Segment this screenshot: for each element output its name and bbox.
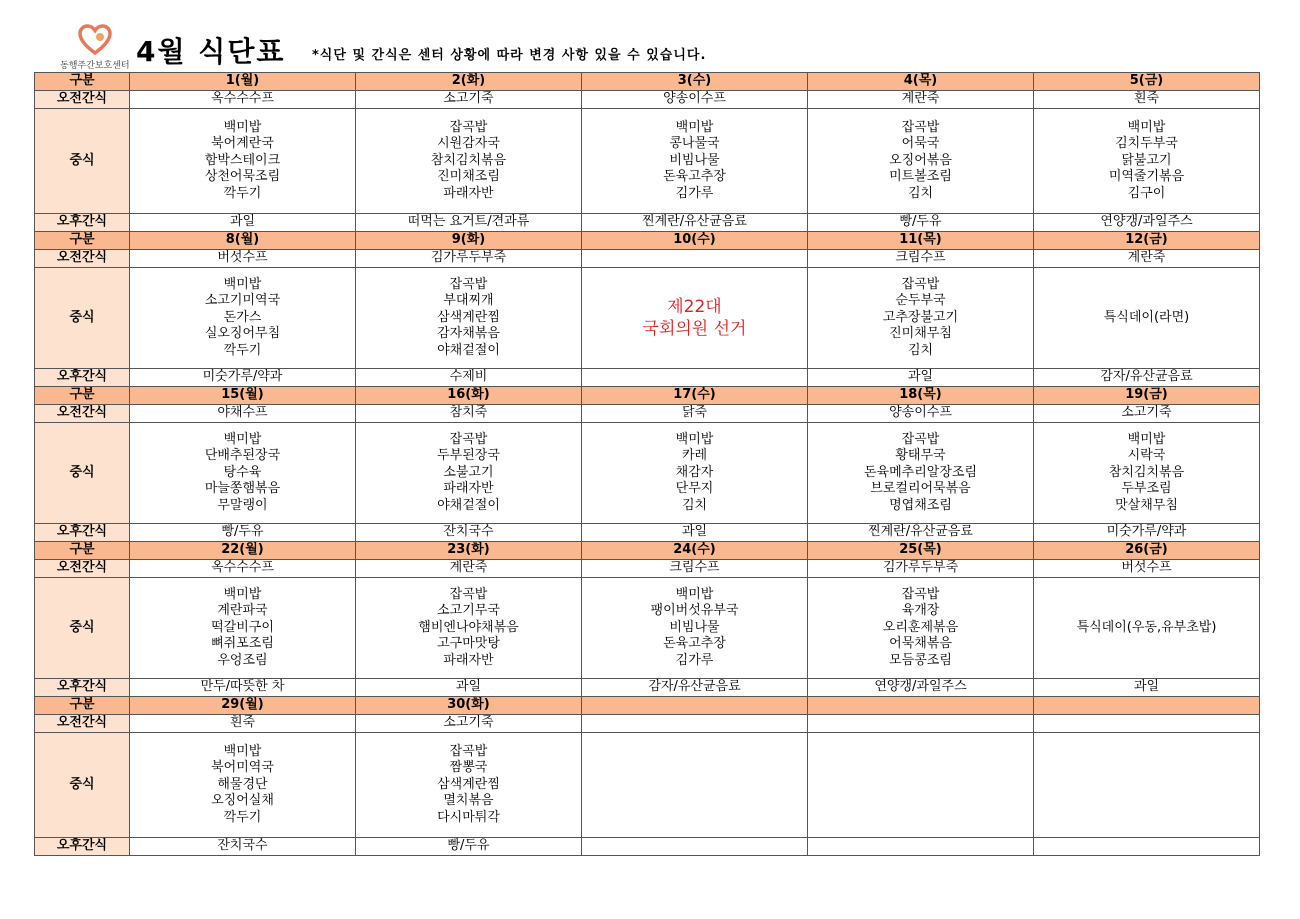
menu-item: 북어계란국 bbox=[211, 136, 274, 152]
pm-snack-cell: 빵/두유 bbox=[130, 524, 356, 542]
lunch-cell bbox=[130, 733, 356, 838]
lunch-cell bbox=[582, 423, 808, 524]
menu-item: 파래자반 bbox=[443, 652, 494, 668]
holiday-note: 국회의원 선거 bbox=[642, 319, 747, 339]
menu-item: 햄비엔나야채볶음 bbox=[418, 619, 519, 635]
pm-snack-cell: 연양갱/과일주스 bbox=[808, 679, 1034, 697]
pm-snack-cell: 과일 bbox=[356, 679, 582, 697]
day-header: 2(화) bbox=[356, 73, 582, 91]
lunch-cell bbox=[808, 109, 1034, 214]
pm-snack-cell: 연양갱/과일주스 bbox=[1034, 214, 1260, 232]
day-header bbox=[1034, 697, 1260, 715]
menu-item: 김치 bbox=[907, 185, 934, 201]
lunch-cell bbox=[130, 109, 356, 214]
menu-item: 소불고기 bbox=[443, 464, 494, 480]
am-snack-cell bbox=[1034, 715, 1260, 733]
holiday-note: 제22대 bbox=[667, 297, 722, 317]
pm-snack-cell bbox=[582, 369, 808, 387]
lunch-label: 중식 bbox=[35, 423, 130, 524]
am-snack-label: 오전간식 bbox=[35, 560, 130, 578]
day-header: 18(목) bbox=[808, 387, 1034, 405]
menu-item: 고추장불고기 bbox=[882, 309, 959, 325]
am-snack-cell: 옥수수수프 bbox=[130, 560, 356, 578]
pm-snack-cell: 과일 bbox=[1034, 679, 1260, 697]
am-snack-cell: 계란죽 bbox=[808, 91, 1034, 109]
am-snack-cell: 크림수프 bbox=[582, 560, 808, 578]
menu-item: 진미채조림 bbox=[437, 169, 500, 185]
menu-item: 떡갈비구이 bbox=[211, 619, 274, 635]
menu-item: 오징어볶음 bbox=[889, 152, 952, 168]
pm-snack-cell: 빵/두유 bbox=[808, 214, 1034, 232]
pm-snack-cell: 찐계란/유산균음료 bbox=[808, 524, 1034, 542]
day-header: 22(월) bbox=[130, 542, 356, 560]
menu-item: 무말랭이 bbox=[217, 497, 268, 513]
menu-item: 소고기미역국 bbox=[204, 293, 281, 309]
menu-item: 두부된장국 bbox=[437, 448, 500, 464]
menu-item: 야채겉절이 bbox=[437, 342, 500, 358]
menu-item: 북어미역국 bbox=[211, 760, 274, 776]
am-snack-cell: 크림수프 bbox=[808, 250, 1034, 268]
menu-item: 김치두부국 bbox=[1115, 136, 1178, 152]
week-header-row bbox=[35, 387, 1260, 405]
day-header: 15(월) bbox=[130, 387, 356, 405]
menu-item: 팽이버섯유부국 bbox=[650, 603, 739, 619]
menu-item: 잡곡밥 bbox=[449, 431, 488, 447]
menu-item: 감자채볶음 bbox=[437, 326, 500, 342]
am-snack-cell: 양송이수프 bbox=[808, 405, 1034, 423]
menu-item: 고구마맛탕 bbox=[437, 636, 500, 652]
menu-item: 야채겉절이 bbox=[437, 497, 500, 513]
menu-item: 백미밥 bbox=[675, 119, 714, 135]
week-header-row bbox=[35, 232, 1260, 250]
menu-item: 두부조림 bbox=[1121, 481, 1172, 497]
menu-item: 잡곡밥 bbox=[449, 119, 488, 135]
lunch-cell bbox=[356, 423, 582, 524]
pm-snack-cell: 감자/유산균음료 bbox=[582, 679, 808, 697]
category-label: 구분 bbox=[35, 542, 130, 560]
pm-snack-cell: 잔치국수 bbox=[356, 524, 582, 542]
am-snack-cell: 닭죽 bbox=[582, 405, 808, 423]
day-header: 4(목) bbox=[808, 73, 1034, 91]
menu-item: 백미밥 bbox=[675, 431, 714, 447]
lunch-row bbox=[35, 109, 1260, 214]
menu-item: 잡곡밥 bbox=[449, 743, 488, 759]
week-header-row bbox=[35, 73, 1260, 91]
pm-snack-row bbox=[35, 524, 1260, 542]
lunch-cell bbox=[808, 423, 1034, 524]
menu-item: 참치김치볶음 bbox=[1108, 464, 1185, 480]
page-title: 4월 식단표 bbox=[136, 35, 286, 68]
lunch-cell bbox=[582, 578, 808, 679]
menu-item: 오리훈제볶음 bbox=[882, 619, 959, 635]
menu-item: 해물경단 bbox=[217, 776, 268, 792]
menu-item: 돈육고추장 bbox=[663, 636, 726, 652]
menu-item: 김치 bbox=[907, 342, 934, 358]
pm-snack-cell: 빵/두유 bbox=[356, 838, 582, 856]
lunch-cell bbox=[808, 268, 1034, 369]
am-snack-cell: 흰죽 bbox=[130, 715, 356, 733]
am-snack-cell bbox=[582, 715, 808, 733]
menu-item: 김치 bbox=[681, 497, 708, 513]
lunch-cell bbox=[356, 109, 582, 214]
menu-item: 채감자 bbox=[675, 464, 714, 480]
lunch-cell bbox=[356, 733, 582, 838]
menu-item: 멸치볶음 bbox=[443, 793, 494, 809]
menu-item: 김가루 bbox=[675, 185, 714, 201]
menu-item: 오징어실채 bbox=[211, 793, 274, 809]
menu-item: 시락국 bbox=[1127, 448, 1166, 464]
center-logo bbox=[60, 24, 130, 70]
menu-item: 돈육메추리알장조림 bbox=[863, 464, 978, 480]
pm-snack-cell: 과일 bbox=[582, 524, 808, 542]
am-snack-cell: 김가루두부죽 bbox=[808, 560, 1034, 578]
lunch-cell bbox=[582, 109, 808, 214]
am-snack-row bbox=[35, 250, 1260, 268]
day-header bbox=[808, 697, 1034, 715]
lunch-row bbox=[35, 423, 1260, 524]
menu-item: 소고기무국 bbox=[437, 603, 500, 619]
menu-item: 어묵국 bbox=[901, 136, 940, 152]
pm-snack-cell: 과일 bbox=[130, 214, 356, 232]
lunch-cell bbox=[130, 423, 356, 524]
day-header: 9(화) bbox=[356, 232, 582, 250]
menu-item: 잡곡밥 bbox=[449, 586, 488, 602]
menu-item: 맛살채무침 bbox=[1115, 497, 1178, 513]
menu-item: 김구이 bbox=[1127, 185, 1166, 201]
lunch-cell bbox=[808, 578, 1034, 679]
menu-change-notice: *식단 및 간식은 센터 상황에 따라 변경 사항 있을 수 있습니다. bbox=[312, 48, 707, 63]
day-header: 24(수) bbox=[582, 542, 808, 560]
menu-item: 잡곡밥 bbox=[449, 276, 488, 292]
menu-item: 백미밥 bbox=[223, 431, 262, 447]
day-header: 3(수) bbox=[582, 73, 808, 91]
category-label: 구분 bbox=[35, 697, 130, 715]
menu-item: 닭불고기 bbox=[1121, 152, 1172, 168]
menu-item: 육개장 bbox=[901, 603, 940, 619]
am-snack-row bbox=[35, 715, 1260, 733]
menu-item: 백미밥 bbox=[1127, 431, 1166, 447]
category-label: 구분 bbox=[35, 387, 130, 405]
pm-snack-cell: 미숫가루/약과 bbox=[1034, 524, 1260, 542]
day-header: 11(목) bbox=[808, 232, 1034, 250]
menu-item: 삼색계란찜 bbox=[437, 776, 500, 792]
menu-item: 깍두기 bbox=[223, 809, 262, 825]
week-header-row bbox=[35, 542, 1260, 560]
menu-item: 백미밥 bbox=[223, 119, 262, 135]
menu-item: 짬뽕국 bbox=[449, 760, 488, 776]
am-snack-cell: 소고기죽 bbox=[356, 715, 582, 733]
menu-item: 명엽채조림 bbox=[889, 497, 952, 513]
menu-item: 백미밥 bbox=[223, 276, 262, 292]
day-header: 8(월) bbox=[130, 232, 356, 250]
pm-snack-label: 오후간식 bbox=[35, 214, 130, 232]
day-header: 16(화) bbox=[356, 387, 582, 405]
category-label: 구분 bbox=[35, 232, 130, 250]
menu-item: 황태무국 bbox=[895, 448, 946, 464]
menu-item: 어묵채볶음 bbox=[889, 636, 952, 652]
am-snack-cell: 흰죽 bbox=[1034, 91, 1260, 109]
am-snack-cell: 김가루두부죽 bbox=[356, 250, 582, 268]
menu-item: 특식데이(라면) bbox=[1103, 309, 1190, 325]
am-snack-cell: 계란죽 bbox=[356, 560, 582, 578]
lunch-label: 중식 bbox=[35, 109, 130, 214]
pm-snack-cell: 찐계란/유산균음료 bbox=[582, 214, 808, 232]
am-snack-label: 오전간식 bbox=[35, 250, 130, 268]
day-header bbox=[582, 697, 808, 715]
lunch-cell bbox=[130, 578, 356, 679]
menu-item: 브로컬리어묵볶음 bbox=[870, 481, 971, 497]
day-header: 19(금) bbox=[1034, 387, 1260, 405]
pm-snack-row bbox=[35, 214, 1260, 232]
lunch-cell bbox=[1034, 109, 1260, 214]
menu-item: 잡곡밥 bbox=[901, 431, 940, 447]
am-snack-label: 오전간식 bbox=[35, 91, 130, 109]
lunch-label: 중식 bbox=[35, 578, 130, 679]
pm-snack-cell: 잔치국수 bbox=[130, 838, 356, 856]
day-header: 23(화) bbox=[356, 542, 582, 560]
menu-item: 콩나물국 bbox=[669, 136, 720, 152]
menu-item: 비빔나물 bbox=[669, 152, 720, 168]
menu-item: 깍두기 bbox=[223, 342, 262, 358]
pm-snack-cell: 수제비 bbox=[356, 369, 582, 387]
pm-snack-row bbox=[35, 679, 1260, 697]
menu-item: 파래자반 bbox=[443, 481, 494, 497]
menu-item: 김가루 bbox=[675, 652, 714, 668]
day-header: 1(월) bbox=[130, 73, 356, 91]
menu-item: 상천어묵조림 bbox=[204, 169, 281, 185]
lunch-cell bbox=[808, 733, 1034, 838]
menu-item: 마늘쫑햄볶음 bbox=[204, 481, 281, 497]
day-header: 29(월) bbox=[130, 697, 356, 715]
pm-snack-label: 오후간식 bbox=[35, 369, 130, 387]
lunch-cell bbox=[1034, 733, 1260, 838]
lunch-cell bbox=[582, 268, 808, 369]
am-snack-cell: 야채수프 bbox=[130, 405, 356, 423]
pm-snack-cell: 과일 bbox=[808, 369, 1034, 387]
menu-item: 참치김치볶음 bbox=[430, 152, 507, 168]
am-snack-row bbox=[35, 560, 1260, 578]
am-snack-cell bbox=[582, 250, 808, 268]
menu-item: 백미밥 bbox=[223, 586, 262, 602]
lunch-label: 중식 bbox=[35, 268, 130, 369]
am-snack-cell: 양송이수프 bbox=[582, 91, 808, 109]
lunch-cell bbox=[582, 733, 808, 838]
menu-item: 파래자반 bbox=[443, 185, 494, 201]
am-snack-cell bbox=[808, 715, 1034, 733]
menu-item: 미역줄기볶음 bbox=[1108, 169, 1185, 185]
lunch-row bbox=[35, 733, 1260, 838]
menu-item: 잡곡밥 bbox=[901, 586, 940, 602]
am-snack-cell: 계란죽 bbox=[1034, 250, 1260, 268]
category-label: 구분 bbox=[35, 73, 130, 91]
pm-snack-label: 오후간식 bbox=[35, 679, 130, 697]
lunch-cell bbox=[1034, 423, 1260, 524]
monthly-menu-table bbox=[34, 72, 1260, 856]
menu-item: 미트볼조림 bbox=[889, 169, 952, 185]
pm-snack-cell bbox=[1034, 838, 1260, 856]
menu-item: 돈가스 bbox=[223, 309, 262, 325]
menu-item: 함박스테이크 bbox=[204, 152, 281, 168]
menu-item: 순두부국 bbox=[895, 293, 946, 309]
am-snack-label: 오전간식 bbox=[35, 405, 130, 423]
menu-item: 백미밥 bbox=[223, 743, 262, 759]
pm-snack-row bbox=[35, 369, 1260, 387]
menu-item: 부대찌개 bbox=[443, 293, 494, 309]
lunch-cell bbox=[1034, 578, 1260, 679]
pm-snack-cell bbox=[808, 838, 1034, 856]
menu-item: 모듬콩조림 bbox=[889, 652, 952, 668]
am-snack-row bbox=[35, 405, 1260, 423]
am-snack-cell: 버섯수프 bbox=[1034, 560, 1260, 578]
am-snack-cell: 옥수수수프 bbox=[130, 91, 356, 109]
menu-item: 탕수육 bbox=[223, 464, 262, 480]
am-snack-cell: 버섯수프 bbox=[130, 250, 356, 268]
pm-snack-label: 오후간식 bbox=[35, 524, 130, 542]
day-header: 26(금) bbox=[1034, 542, 1260, 560]
menu-item: 우엉조림 bbox=[217, 652, 268, 668]
lunch-cell bbox=[356, 268, 582, 369]
day-header: 5(금) bbox=[1034, 73, 1260, 91]
day-header: 25(목) bbox=[808, 542, 1034, 560]
pm-snack-cell: 감자/유산균음료 bbox=[1034, 369, 1260, 387]
pm-snack-cell: 떠먹는 요거트/견과류 bbox=[356, 214, 582, 232]
menu-item: 잡곡밥 bbox=[901, 276, 940, 292]
pm-snack-cell: 미숫가루/약과 bbox=[130, 369, 356, 387]
lunch-cell bbox=[130, 268, 356, 369]
am-snack-label: 오전간식 bbox=[35, 715, 130, 733]
page-header bbox=[60, 24, 1260, 70]
lunch-label: 중식 bbox=[35, 733, 130, 838]
menu-item: 카레 bbox=[681, 448, 708, 464]
menu-item: 실오징어무침 bbox=[204, 326, 281, 342]
pm-snack-row bbox=[35, 838, 1260, 856]
lunch-cell bbox=[1034, 268, 1260, 369]
menu-item: 특식데이(우동,유부초밥) bbox=[1076, 619, 1217, 635]
day-header: 12(금) bbox=[1034, 232, 1260, 250]
lunch-cell bbox=[356, 578, 582, 679]
menu-item: 계란파국 bbox=[217, 603, 268, 619]
pm-snack-label: 오후간식 bbox=[35, 838, 130, 856]
am-snack-cell: 소고기죽 bbox=[1034, 405, 1260, 423]
pm-snack-cell: 만두/따뜻한 차 bbox=[130, 679, 356, 697]
menu-item: 단무지 bbox=[675, 481, 714, 497]
menu-item: 시원감자국 bbox=[437, 136, 500, 152]
day-header: 17(수) bbox=[582, 387, 808, 405]
am-snack-cell: 참치죽 bbox=[356, 405, 582, 423]
menu-item: 돈육고추장 bbox=[663, 169, 726, 185]
day-header: 10(수) bbox=[582, 232, 808, 250]
am-snack-cell: 소고기죽 bbox=[356, 91, 582, 109]
lunch-row bbox=[35, 268, 1260, 369]
week-header-row bbox=[35, 697, 1260, 715]
menu-item: 비빔나물 bbox=[669, 619, 720, 635]
menu-item: 삼색계란찜 bbox=[437, 309, 500, 325]
pm-snack-cell bbox=[582, 838, 808, 856]
lunch-row bbox=[35, 578, 1260, 679]
menu-item: 깍두기 bbox=[223, 185, 262, 201]
am-snack-row bbox=[35, 91, 1260, 109]
heart-logo-icon bbox=[78, 24, 112, 56]
menu-item: 뼈쥐포조림 bbox=[211, 636, 274, 652]
menu-item: 진미채무침 bbox=[889, 326, 952, 342]
menu-item: 백미밥 bbox=[675, 586, 714, 602]
center-name: 동행주간보호센터 bbox=[60, 61, 130, 71]
menu-item: 잡곡밥 bbox=[901, 119, 940, 135]
menu-item: 다시마튀각 bbox=[437, 809, 500, 825]
menu-item: 단배추된장국 bbox=[204, 448, 281, 464]
day-header: 30(화) bbox=[356, 697, 582, 715]
menu-item: 백미밥 bbox=[1127, 119, 1166, 135]
